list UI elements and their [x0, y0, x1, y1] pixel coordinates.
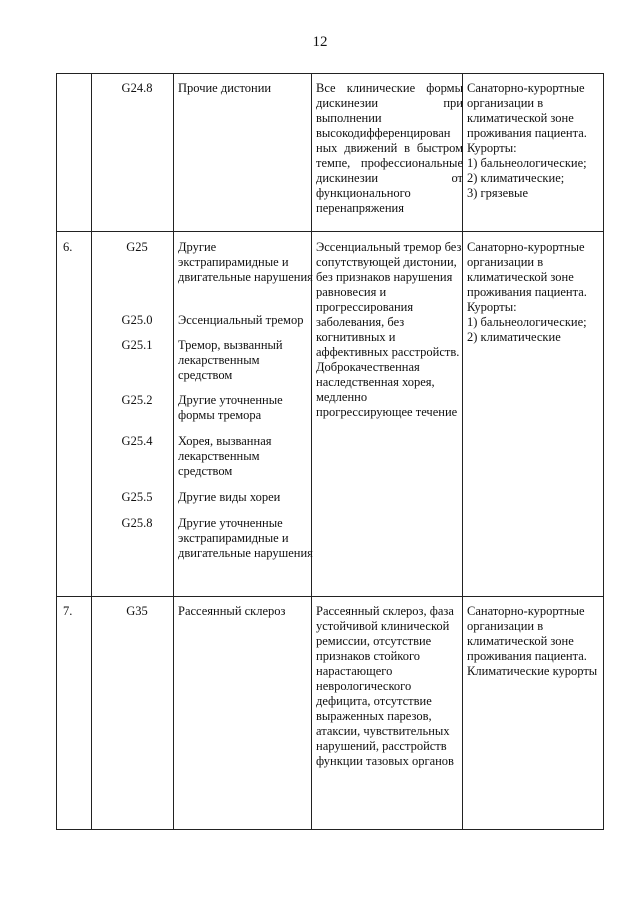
diagnosis-name: Другие уточненные формы тремора	[178, 393, 283, 422]
icd-code: G24.8	[121, 81, 153, 95]
resort-recommendation: Санаторно-курортные организации в климатической зоне проживания пациента. Курорты: 1) бальнеологические; 2) климатические; 3) грязевые	[467, 81, 587, 200]
diagnosis-name: Тремор, вызванный лекарственным средством	[178, 338, 283, 382]
icd-code: G25.5	[121, 490, 153, 504]
diagnosis-name: Эссенциальный тремор	[178, 313, 304, 327]
icd-code: G25.1	[121, 338, 153, 352]
row-divider	[57, 596, 603, 597]
resort-indications-table	[56, 73, 604, 830]
diagnosis-name: Хорея, вызванная лекарственным средством	[178, 434, 272, 478]
icd-code: G25.0	[121, 313, 153, 327]
clinical-description: Рассеянный склероз, фаза устойчивой клинической ремиссии, отсутствие признаков стойкого нарастающего неврологического дефицита, отсутствие выраженных парезов, атаксии, чувствительных нарушений, расстройств функции тазовых органов	[316, 604, 454, 768]
row-number: 6.	[63, 240, 73, 254]
diagnosis-name: Рассеянный склероз	[178, 604, 286, 618]
resort-recommendation: Санаторно-курортные организации в климатической зоне проживания пациента. Климатические курорты	[467, 604, 598, 678]
column-divider	[173, 74, 174, 829]
icd-code: G35	[126, 604, 148, 618]
row-number: 7.	[63, 604, 73, 618]
icd-code: G25.2	[121, 393, 153, 407]
icd-code: G25.4	[121, 434, 153, 448]
resort-recommendation: Санаторно-курортные организации в климатической зоне проживания пациента. Курорты: 1) бальнеологические; 2) климатические	[467, 240, 587, 344]
page-number: 12	[312, 34, 328, 50]
diagnosis-name: Другие уточненные экстрапирамидные и двигательные нарушения	[178, 516, 313, 560]
icd-code: G25.8	[121, 516, 153, 530]
diagnosis-name: Другие экстрапирамидные и двигательные нарушения	[178, 240, 313, 284]
row-divider	[57, 231, 603, 232]
icd-code: G25	[126, 240, 148, 254]
diagnosis-name: Другие виды хореи	[178, 490, 281, 504]
column-divider	[91, 74, 92, 829]
diagnosis-name: Прочие дистонии	[178, 81, 272, 95]
clinical-description: Все клинические формы дискинезии при выполнении высокодифференцирован ных движений в быстром темпе, профессиональные дискинезии от функционального перенапряжения	[316, 81, 463, 215]
clinical-description: Эссенциальный тремор без сопутствующей дистонии, без признаков нарушения равновесия и прогрессирования заболевания, без когнитивных и аффективных расстройств. Доброкачественная наследственная хорея, медленно прогрессирующее течение	[316, 240, 462, 419]
